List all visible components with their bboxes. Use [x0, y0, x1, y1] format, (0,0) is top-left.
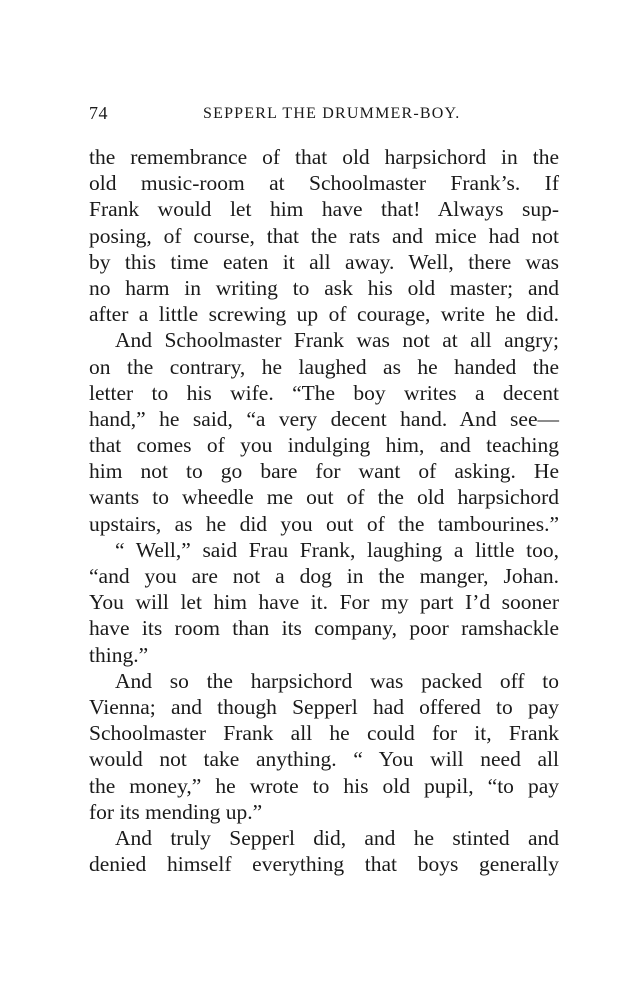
text-line: denied himself everything that boys generally: [89, 852, 559, 877]
text-line: Schoolmaster Frank all he could for it, Frank: [89, 721, 559, 746]
text-line: posing, of course, that the rats and mice had not: [89, 223, 559, 248]
text-line: him not to go bare for want of asking. He: [89, 459, 559, 484]
text-line: have its room than its company, poor ramshackle: [89, 616, 559, 641]
paragraph-start-line: “ Well,” said Frau Frank, laughing a little too,: [115, 537, 559, 562]
text-line: You will let him have it. For my part I’d sooner: [89, 590, 559, 615]
text-line: “and you are not a dog in the manger, Johan.: [89, 564, 559, 588]
paragraph-start-line: And so the harpsichord was packed off to: [115, 668, 559, 693]
paragraph-end-line: for its mending up.”: [89, 799, 263, 824]
text-line: would not take anything. “ You will need all: [89, 747, 559, 772]
text-line: after a little screwing up of courage, write he did.: [89, 302, 559, 327]
text-line: no harm in writing to ask his old master; and: [89, 275, 559, 300]
body-text: [89, 144, 559, 877]
text-line: wants to wheedle me out of the old harpsichord: [89, 485, 559, 510]
text-line: the remembrance of that old harpsichord in the: [89, 145, 559, 169]
text-line: Frank would let him have that! Always sup-: [89, 197, 559, 222]
paragraph-start-line: And Schoolmaster Frank was not at all angry;: [115, 328, 559, 353]
paragraph-start-line: And truly Sepperl did, and he stinted and: [115, 825, 559, 850]
text-line: the money,” he wrote to his old pupil, “to pay: [89, 773, 559, 798]
text-line: upstairs, as he did you out of the tambourines.”: [89, 511, 559, 536]
text-line: Vienna; and though Sepperl had offered to pay: [89, 694, 559, 719]
page-number: 74: [89, 103, 108, 123]
running-title: SEPPERL THE DRUMMER-BOY.: [203, 105, 461, 122]
text-line: by this time eaten it all away. Well, there was: [89, 249, 559, 274]
text-line: old music-room at Schoolmaster Frank’s. If: [89, 171, 559, 196]
text-line: hand,” he said, “a very decent hand. And see—: [89, 406, 559, 431]
text-line: letter to his wife. “The boy writes a decent: [89, 380, 559, 405]
text-line: on the contrary, he laughed as he handed the: [89, 354, 559, 379]
text-line: that comes of you indulging him, and teaching: [89, 433, 559, 458]
running-head: [89, 103, 551, 129]
paragraph-end-line: thing.”: [89, 642, 149, 667]
